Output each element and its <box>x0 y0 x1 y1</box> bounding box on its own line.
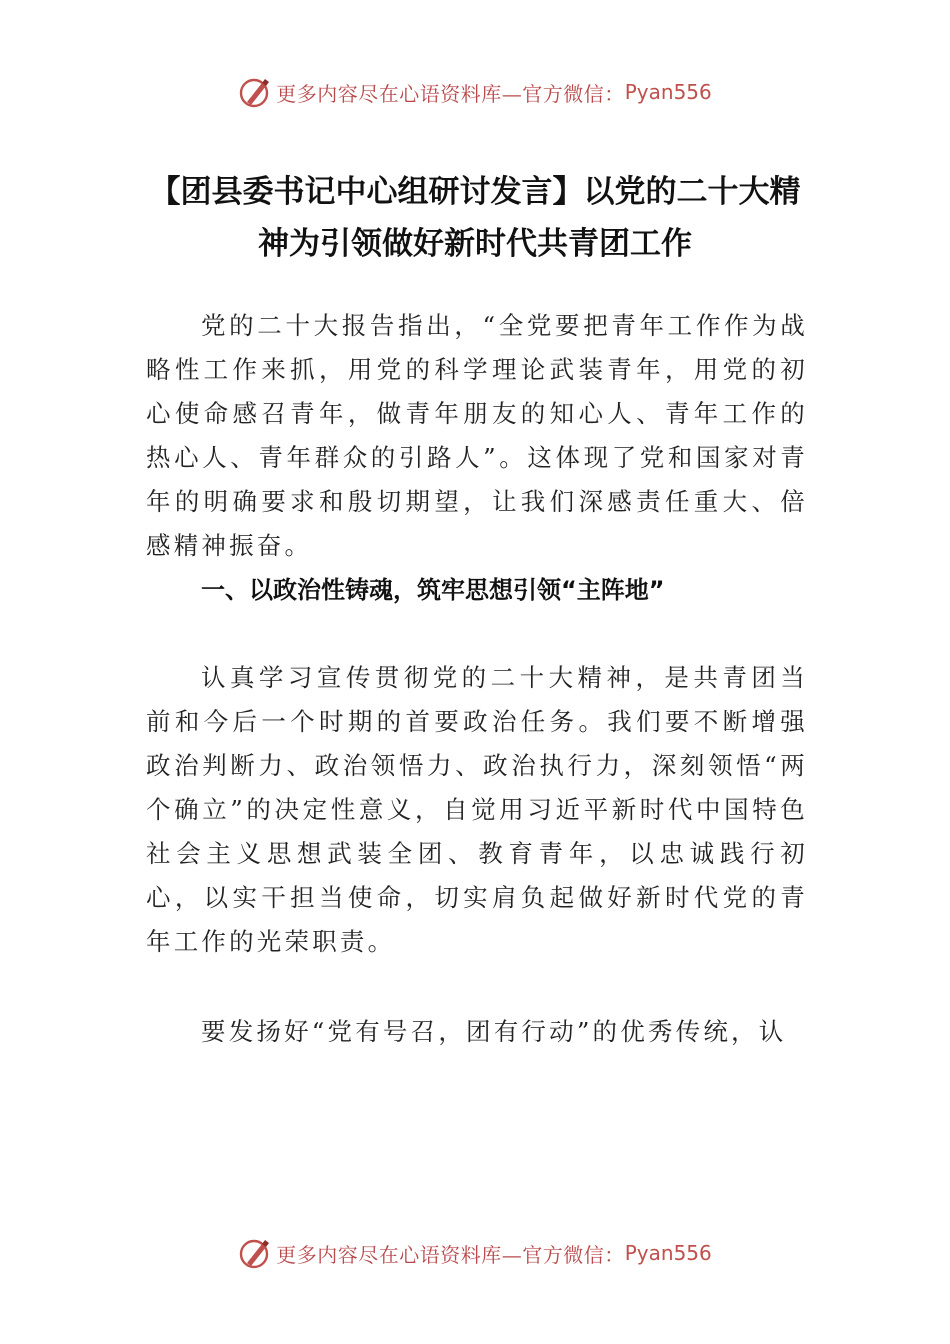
paragraph-intro: 党的二十大报告指出，“全党要把青年工作作为战略性工作来抓，用党的科学理论武装青年，用党的初心使命感召青年，做青年朋友的知心人、青年工作的热心人、青年群众的引路人”。这体现了党和国家对青年的明确要求和殷切期望，让我们深感责任重大、倍感精神振奋。 <box>146 311 808 560</box>
document-title: 【团县委书记中心组研讨发言】以党的二十大精神为引领做好新时代共青团工作 <box>149 174 801 262</box>
paragraph-section-body: 认真学习宣传贯彻党的二十大精神，是共青团当前和今后一个时期的首要政治任务。我们要不断增强政治判断力、政治领悟力、政治执行力，深刻领悟“两个确立”的决定性意义，自觉用习近平新时代中国特色社会主义思想武装全团、教育青年，以忠诚践行初心，以实干担当使命，切实肩负起做好新时代党的青年工作的光荣职责。 <box>146 663 808 956</box>
watermark-text: 更多内容尽在心语资料库—官方微信： <box>276 1242 625 1267</box>
watermark-text: 更多内容尽在心语资料库—官方微信： <box>276 81 625 106</box>
paragraph-continued: 要发扬好“党有号召，团有行动”的优秀传统，认 <box>201 1017 787 1046</box>
section-heading: 一、以政治性铸魂，筑牢思想引领“主阵地” <box>201 576 665 604</box>
watermark-wechat-id: Pyan556 <box>624 80 712 104</box>
watermark-wechat-id: Pyan556 <box>624 1241 712 1265</box>
footer-watermark-banner <box>0 1231 950 1275</box>
pen-nib-logo-icon <box>238 1236 272 1270</box>
header-watermark-banner <box>0 70 950 114</box>
pen-nib-logo-icon <box>238 75 272 109</box>
